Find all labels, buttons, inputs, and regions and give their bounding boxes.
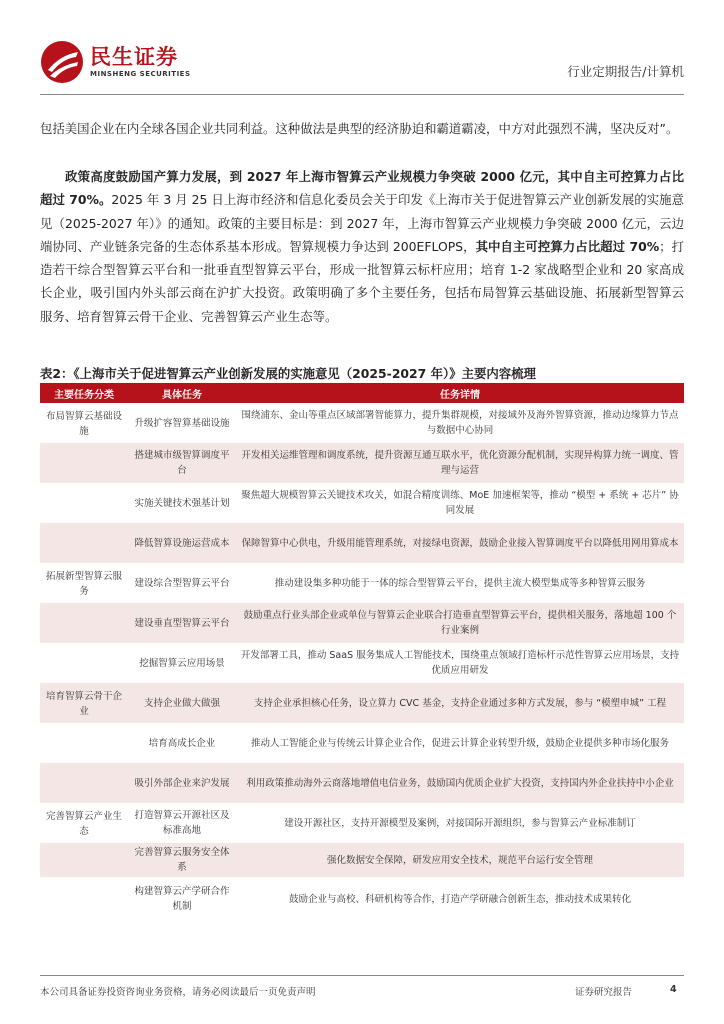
cell-task: 完善智算云服务安全体系: [128, 843, 236, 877]
paragraph-2-text-1: 2025 年 3 月 25 日上海市经济和信息化委员会关于印发《上海市关于促进智算云产业创新发展的实施意见（2025-2027 年）》的通知。政策的主要目标是：到 2027 年，上海市智算云产业规模力争突破 2000 亿元，云边端协同、产业链条完备的生态体系基本形成。智算规模力争达到 200EFLOPS，: [40, 192, 684, 254]
table-row: [40, 877, 684, 921]
cell-category: 布局智算云基础设施: [45, 411, 122, 437]
footer-disclaimer: 本公司具备证券投资咨询业务资格，请务必阅读最后一页免责声明: [40, 987, 316, 998]
paragraph-2-text-2: ；打造若干综合型智算云平台和一批垂直型智算云平台，形成一批智算云标杆应用；培育 1-2 家战略型企业和 20 家高成长企业，吸引国内外头部云商在沪扩大投资。政策明确了多个主要任务，包括布局智算云基础设施、拓展新型智算云服务、培育智算云骨干企业、完善智算云产业生态等。: [40, 238, 684, 324]
cell-task: 降低智算设施运营成本: [128, 523, 236, 563]
table-row: [40, 443, 684, 483]
table-row: [40, 843, 684, 877]
footer-label: 证券研究报告: [575, 987, 633, 998]
paragraph-1: 包括美国企业在内全球各国企业共同利益。这种做法是典型的经济胁迫和霸道霸凌，中方对此强烈不满，坚决反对”。: [40, 121, 679, 136]
cell-detail: 利用政策推动海外云商落地增值电信业务，鼓励国内优质企业扩大投资，支持国内外企业扶持中小企业: [236, 763, 684, 803]
cell-task: 培育高成长企业: [148, 737, 216, 749]
cell-task: 建设垂直型智算云平台: [128, 603, 236, 643]
cell-detail: 建设开源社区，支持开源模型及案例，对接国际开源组织，参与智算云产业标准制订: [284, 817, 636, 829]
cell-category: [40, 603, 128, 643]
table-row: [40, 563, 684, 603]
cell-detail: 围绕浦东、金山等重点区域部署智能算力，提升集群规模，对接域外及海外智算资源，推动边缘算力节点与数据中心协同: [241, 410, 679, 436]
header-divider: [40, 94, 684, 95]
table-row: [40, 763, 684, 803]
logo-chinese-name: 民生证券: [90, 45, 178, 69]
cell-task: 挖掘智算云应用场景: [139, 657, 225, 669]
cell-category: 完善智算云产业生态: [45, 811, 122, 837]
table-row: [40, 803, 684, 843]
cell-detail: 推动建设集多种功能于一体的综合型智算云平台，提供主流大模型集成等多种智算云服务: [274, 577, 646, 589]
page-number: 4: [670, 984, 677, 995]
header-detail: 任务详情: [236, 383, 684, 403]
table-row: [40, 403, 684, 443]
paragraph-2-lead: 政策高度鼓励国产算力发展，到 2027 年上海市智算云产业规模力争突破 2000 亿元，其中自主可控算力占比超过 70%。: [40, 169, 684, 208]
footer-divider: [40, 975, 684, 976]
cell-detail: 开发部署工具，推动 SaaS 服务集成人工智能技术，围绕重点领域打造标杆示范性智算云应用场景，支持优质应用研发: [240, 650, 680, 676]
cell-task: 建设综合型智算云平台: [134, 577, 230, 589]
table-row: [40, 523, 684, 563]
cell-detail: 支持企业承担核心任务，设立算力 CVC 基金，支持企业通过多种方式发展，参与 “模塑申城” 工程: [236, 683, 684, 723]
cell-task: 构建智算云产学研合作机制: [134, 886, 230, 912]
cell-category: [40, 483, 128, 523]
policy-table: [40, 383, 684, 921]
cell-detail: 推动人工智能企业与传统云计算企业合作，促进云计算企业转型升级，鼓励企业提供多种市场化服务: [250, 737, 669, 749]
table-row: [40, 603, 684, 643]
cell-task: 实施关键技术强基计划: [134, 497, 230, 509]
cell-category: [40, 723, 128, 763]
table-row: [40, 723, 684, 763]
cell-detail: 聚焦超大规模智算云关键技术攻关，如混合精度训练、MoE 加速框架等，推动 “模型 + 系统 + 芯片” 协同发展: [241, 490, 679, 516]
cell-task: 搭建城市级智算调度平台: [128, 443, 236, 483]
cell-category: [40, 843, 128, 877]
cell-category: [40, 443, 128, 483]
cell-category: [40, 877, 128, 921]
page-header: [40, 40, 684, 90]
cell-detail: 鼓励企业与高校、科研机构等合作，打造产学研融合创新生态，推动技术成果转化: [288, 893, 631, 905]
cell-detail: 鼓励重点行业头部企业或单位与智算云企业联合打造垂直型智算云平台，提供相关服务，落地超 100 个行业案例: [236, 603, 684, 643]
cell-category: [40, 523, 128, 563]
table-row: [40, 683, 684, 723]
cell-detail: 强化数据安全保障，研发应用安全技术，规范平台运行安全管理: [236, 843, 684, 877]
minsheng-logo: [40, 40, 191, 84]
cell-category: [40, 643, 128, 683]
table-row: [40, 643, 684, 683]
header-task: 具体任务: [128, 383, 236, 403]
paragraph-2-emphasis: 其中自主可控算力占比超过 70%: [475, 238, 660, 254]
cell-task: 吸引外部企业来沪发展: [128, 763, 236, 803]
table-title: 表2：《上海市关于促进智算云产业创新发展的实施意见（2025-2027 年）》主要内容梳理: [40, 366, 536, 381]
cell-task: 支持企业做大做强: [128, 683, 236, 723]
cell-category: 培育智算云骨干企业: [40, 683, 128, 723]
cell-category: [40, 763, 128, 803]
cell-detail: 开发相关运维管理和调度系统，提升资源互通互联水平，优化资源分配机制，实现异构算力统一调度、管理与运营: [236, 443, 684, 483]
header-category: 主要任务分类: [40, 383, 128, 403]
table-header-row: [40, 383, 684, 403]
paragraph-2: [40, 165, 684, 328]
report-type: 行业定期报告/计算机: [567, 64, 684, 79]
cell-category: 拓展新型智算云服务: [45, 571, 122, 597]
logo-english-name: MINSHENG SECURITIES: [90, 70, 191, 78]
cell-detail: 保障智算中心供电，升级用能管理系统，对接绿电资源，鼓励企业接入智算调度平台以降低用网用算成本: [236, 523, 684, 563]
cell-task: 打造智算云开源社区及标准高地: [134, 810, 230, 836]
cell-task: 升级扩容智算基础设施: [134, 417, 230, 429]
table-row: [40, 483, 684, 523]
minsheng-logo-icon: [40, 40, 84, 84]
